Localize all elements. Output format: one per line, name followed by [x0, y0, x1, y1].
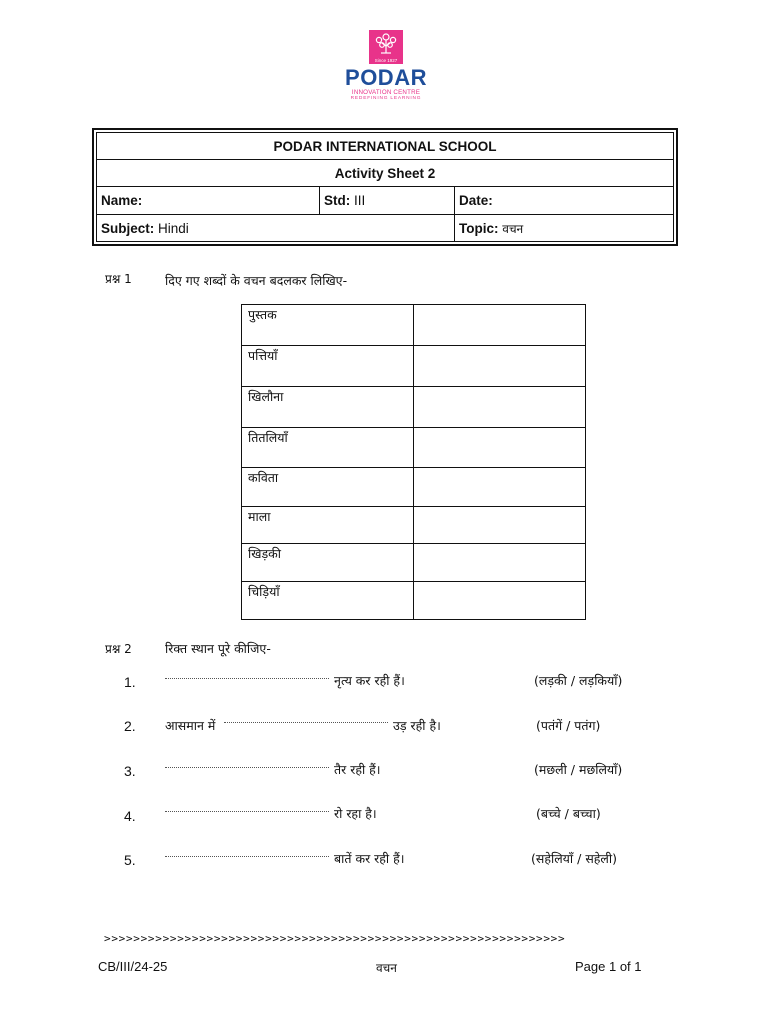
- header-table: [92, 128, 678, 246]
- table-row: [242, 544, 586, 582]
- subject-cell: [97, 215, 454, 241]
- blank-number: 5.: [124, 852, 136, 868]
- blank-options: (बच्चे / बच्चा): [536, 806, 601, 821]
- logo-subtitle: INNOVATION CENTRE: [351, 89, 421, 96]
- blank-line[interactable]: [224, 722, 388, 723]
- tree-logo-icon: [369, 30, 403, 64]
- subject-label: Subject:: [101, 220, 155, 236]
- answer-cell[interactable]: [414, 507, 586, 544]
- blank-line[interactable]: [165, 856, 329, 857]
- std-value: III: [354, 193, 366, 208]
- topic-value: वचन: [502, 221, 524, 236]
- table-row: [242, 428, 586, 468]
- blank-options: (सहेलियाँ / सहेली): [531, 851, 617, 866]
- word-cell: पत्तियाँ: [242, 346, 414, 387]
- header-row-subject: [97, 215, 673, 241]
- word-cell: खिलौना: [242, 387, 414, 428]
- header-row-sheet: [97, 160, 673, 187]
- school-name: PODAR INTERNATIONAL SCHOOL: [273, 138, 497, 154]
- blank-number: 1.: [124, 674, 136, 690]
- word-cell: खिड़की: [242, 544, 414, 582]
- topic-cell: [454, 215, 673, 241]
- subject-value: Hindi: [158, 220, 189, 236]
- footer-separator: >>>>>>>>>>>>>>>>>>>>>>>>>>>>>>>>>>>>>>>>>>>>>>>>>>>>>>>>>>>>>>>: [104, 932, 566, 945]
- answer-cell[interactable]: [414, 468, 586, 507]
- blank-options: (लड़की / लड़कियाँ): [534, 673, 623, 688]
- logo-since: Since 1927: [374, 58, 398, 63]
- blank-line[interactable]: [165, 811, 329, 812]
- word-cell: पुस्तक: [242, 305, 414, 346]
- word-cell: कविता: [242, 468, 414, 507]
- answer-cell[interactable]: [414, 428, 586, 468]
- word-cell: चिड़ियाँ: [242, 582, 414, 620]
- header-row-school: [97, 133, 673, 160]
- answer-cell[interactable]: [414, 387, 586, 428]
- answer-cell[interactable]: [414, 582, 586, 620]
- table-row: [242, 305, 586, 346]
- blank-suffix: बातें कर रही हैं।: [334, 851, 405, 866]
- footer-topic: वचन: [376, 961, 397, 975]
- answer-cell[interactable]: [414, 544, 586, 582]
- answer-cell[interactable]: [414, 346, 586, 387]
- blank-number: 2.: [124, 718, 136, 734]
- header-row-name: [97, 187, 673, 215]
- blank-options: (मछली / मछलियाँ): [534, 762, 623, 777]
- q2-text: रिक्त स्थान पूरे कीजिए-: [165, 641, 271, 656]
- q1-text: दिए गए शब्दों के वचन बदलकर लिखिए-: [165, 273, 348, 288]
- blank-line[interactable]: [165, 678, 329, 679]
- blank-suffix: रो रहा है।: [334, 806, 377, 821]
- q1-number: प्रश्न 1: [105, 272, 132, 286]
- blank-prefix: आसमान में: [165, 718, 216, 733]
- blank-number: 4.: [124, 808, 136, 824]
- table-row: [242, 387, 586, 428]
- blank-suffix: उड़ रही है।: [393, 718, 441, 733]
- word-table: [241, 304, 586, 620]
- topic-label: Topic:: [459, 220, 499, 236]
- blank-line[interactable]: [165, 767, 329, 768]
- blank-number: 3.: [124, 763, 136, 779]
- std-cell: [319, 187, 454, 214]
- table-row: [242, 468, 586, 507]
- logo-name: PODAR: [345, 65, 427, 90]
- footer-code: CB/III/24-25: [98, 959, 168, 974]
- blank-suffix: नृत्य कर रही हैं।: [334, 673, 405, 688]
- blank-suffix: तैर रही हैं।: [334, 762, 381, 777]
- word-cell: तितलियाँ: [242, 428, 414, 468]
- table-row: [242, 507, 586, 544]
- table-row: [242, 582, 586, 620]
- name-label: Name:: [101, 193, 143, 208]
- word-cell: माला: [242, 507, 414, 544]
- std-label: Std:: [324, 193, 351, 208]
- footer-page: Page 1 of 1: [575, 959, 642, 974]
- date-label: Date:: [454, 187, 673, 214]
- table-row: [242, 346, 586, 387]
- logo-tagline: REDEFINING LEARNING: [350, 96, 422, 101]
- blank-options: (पतंगें / पतंग): [536, 718, 601, 733]
- answer-cell[interactable]: [414, 305, 586, 346]
- school-logo: [336, 30, 436, 112]
- sheet-title: Activity Sheet 2: [334, 165, 436, 181]
- q2-number: प्रश्न 2: [105, 642, 132, 656]
